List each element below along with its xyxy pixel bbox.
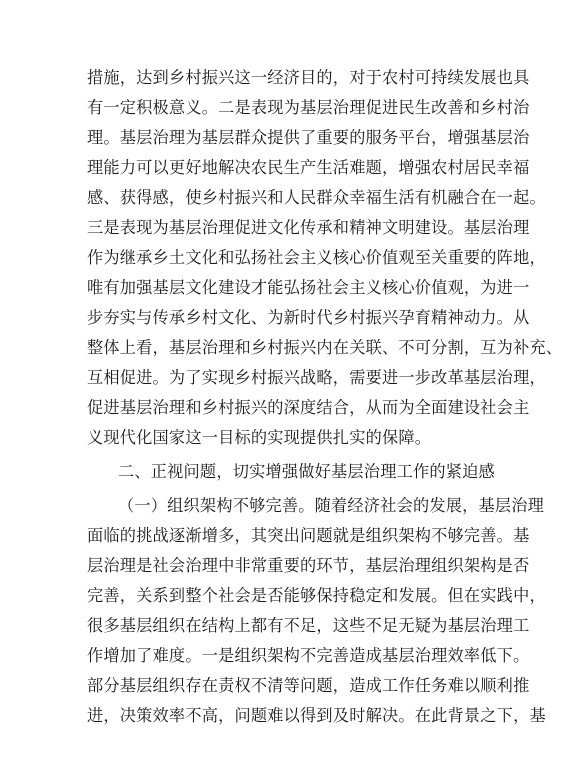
section-heading: 二、正视问题，切实增强做好基层治理工作的紧迫感 [118,462,495,481]
paragraph-line: 完善，关系到整个社会是否能够保持稳定和发展。但在实践中， [87,586,546,605]
paragraph-line: 整体上看，基层治理和乡村振兴内在关联、不可分割，互为补充、 [87,338,563,357]
paragraph-line: 面临的挑战逐渐增多，其突出问题就是组织架构不够完善。基 [87,526,530,545]
paragraph-line: 唯有加强基层文化建设才能弘扬社会主义核心价值观，为进一 [87,278,530,297]
paragraph-line: 感、获得感，使乡村振兴和人民群众幸福生活有机融合在一起。 [87,188,546,207]
paragraph-line: 步夯实与传承乡村文化、为新时代乡村振兴孕育精神动力。从 [87,308,530,327]
paragraph-line: 理。基层治理为基层群众提供了重要的服务平台，增强基层治 [87,128,530,147]
paragraph-line: 作增加了难度。一是组织架构不完善造成基层治理效率低下。 [87,646,530,665]
paragraph-line: 措施，达到乡村振兴这一经济目的，对于农村可持续发展也具 [87,68,530,87]
paragraph-line: 理能力可以更好地解决农民生产生活难题，增强农村居民幸福 [87,158,530,177]
paragraph-line: 义现代化国家这一目标的实现提供扎实的保障。 [87,428,432,447]
paragraph-line: 很多基层组织在结构上都有不足，这些不足无疑为基层治理工 [87,616,530,635]
paragraph-line: 作为继承乡土文化和弘扬社会主义核心价值观至关重要的阵地， [87,248,546,267]
paragraph-line: 层治理是社会治理中非常重要的环节，基层治理组织架构是否 [87,556,530,575]
paragraph-line: （一）组织架构不够完善。随着经济社会的发展，基层治理 [118,496,545,515]
paragraph-line: 部分基层组织存在责权不清等问题，造成工作任务难以顺利推 [87,676,530,695]
paragraph-line: 有一定积极意义。二是表现为基层治理促进民生改善和乡村治 [87,98,530,117]
paragraph-line: 促进基层治理和乡村振兴的深度结合，从而为全面建设社会主 [87,398,530,417]
paragraph-line: 三是表现为基层治理促进文化传承和精神文明建设。基层治理 [87,218,530,237]
paragraph-line: 互相促进。为了实现乡村振兴战略，需要进一步改革基层治理， [87,368,546,387]
paragraph-line: 进，决策效率不高，问题难以得到及时解决。在此背景之下，基 [87,706,546,725]
